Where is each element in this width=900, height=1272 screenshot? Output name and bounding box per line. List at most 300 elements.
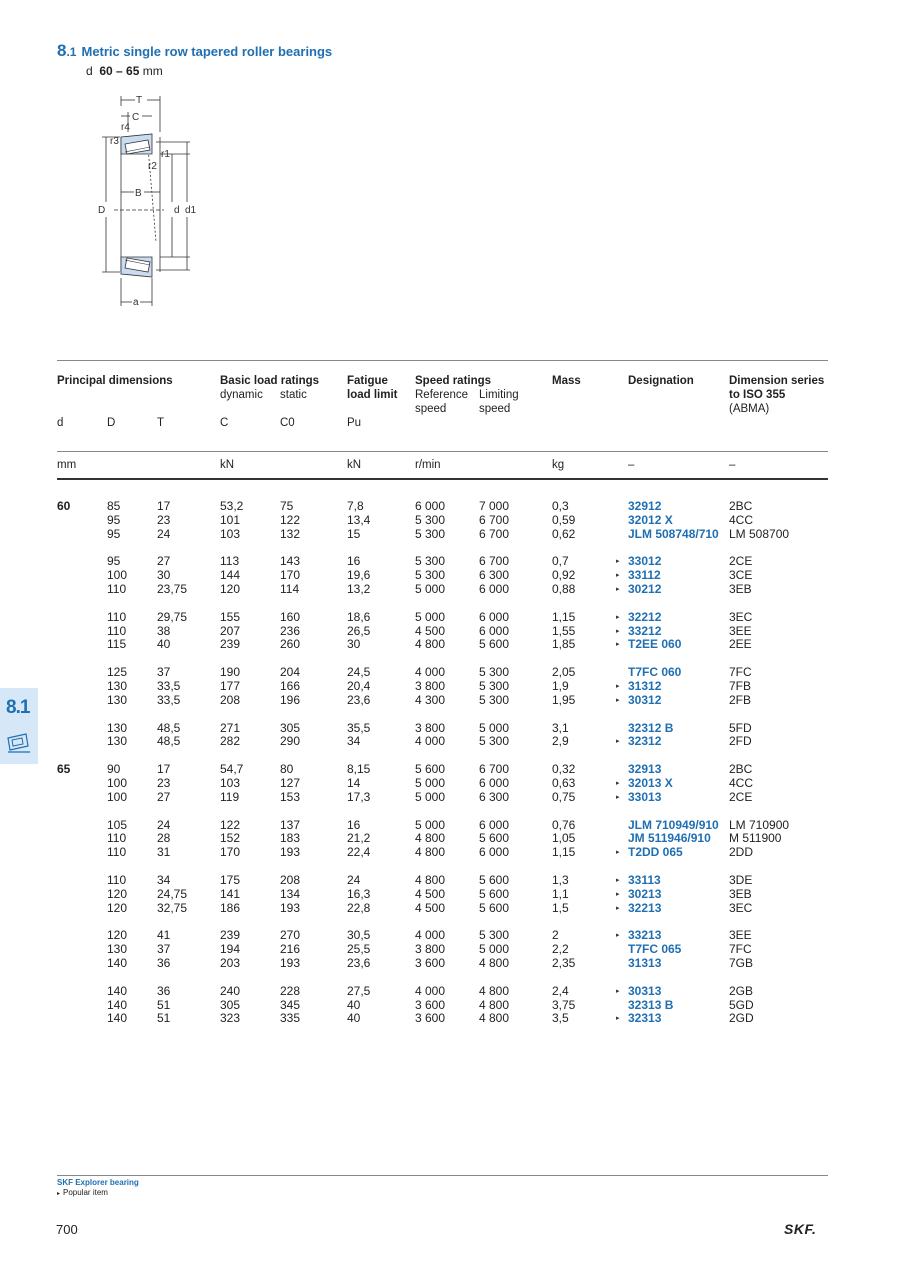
table-cell-ref: 5 300 (415, 554, 446, 569)
designation-link[interactable]: 33113 (628, 873, 661, 887)
designation-link[interactable]: 30213 (628, 886, 662, 901)
table-cell-lim: 4 800 (479, 983, 510, 998)
table-cell-series: 7FC (729, 665, 752, 680)
table-cell-series: 2GD (729, 1011, 754, 1026)
designation-link[interactable]: 33112 (628, 568, 661, 583)
table-cell-c0: 127 (280, 776, 301, 790)
table-cell-ref: 4 000 (415, 983, 446, 998)
table-cell-series: 3EE (729, 928, 752, 943)
table-cell-c0: 290 (280, 734, 301, 749)
table-cell-d: 130 (107, 720, 128, 735)
table-cell-mass: 1,95 (552, 692, 576, 707)
bearing-chapter-icon (6, 732, 32, 754)
designation-link[interactable]: 32012 X (628, 512, 673, 527)
table-cell-lim: 6 000 (479, 582, 510, 596)
table-cell-ref: 4 300 (415, 692, 446, 707)
units-top-rule (57, 451, 828, 452)
popular-item-icon: ▸ (616, 793, 620, 801)
table-cell-t: 17 (157, 762, 171, 777)
popular-item-icon: ▸ (616, 683, 620, 690)
header-mass: Mass (552, 375, 581, 387)
table-cell-lim: 6 000 (479, 609, 510, 624)
designation-link[interactable]: 32312 (628, 734, 662, 749)
header-speed-ratings: Speed ratings (415, 375, 492, 387)
popular-item-icon: ▸ (616, 780, 620, 787)
table-cell-t: 40 (157, 637, 171, 652)
table-cell-series: 3EB (729, 582, 752, 596)
table-cell-pu: 30 (347, 637, 361, 652)
table-cell-lim: 5 300 (479, 679, 510, 693)
table-cell-pu: 27,5 (347, 983, 371, 998)
table-cell-pu: 25,5 (347, 942, 371, 957)
table-cell-lim: 5 600 (479, 637, 510, 652)
table-cell-t: 27 (157, 554, 171, 569)
table-cell-d: 140 (107, 983, 128, 998)
designation-link[interactable]: 31312 (628, 679, 662, 693)
table-cell-c: 194 (220, 942, 241, 957)
table-cell-c: 208 (220, 692, 241, 707)
table-cell-c: 240 (220, 983, 241, 998)
table-cell-mass: 2,35 (552, 956, 576, 970)
table-cell-mass: 3,1 (552, 720, 569, 735)
table-cell-d: 95 (107, 554, 121, 569)
table-cell-ref: 5 300 (415, 526, 446, 541)
table-cell-c0: 153 (280, 789, 301, 804)
table-cell-series: 2CE (729, 789, 753, 804)
table-cell-lim: 6 700 (479, 554, 510, 569)
table-cell-t: 24 (157, 817, 171, 832)
table-cell-mass: 0,62 (552, 526, 576, 541)
table-cell-series: 3DE (729, 873, 753, 887)
table-cell-c0: 270 (280, 928, 301, 943)
table-cell-c0: 193 (280, 956, 301, 970)
table-cell-ref: 4 000 (415, 734, 446, 749)
table-cell-t: 24,75 (157, 886, 188, 901)
table-cell-series: 2EE (729, 637, 752, 652)
popular-item-icon: ▸ (616, 890, 620, 898)
table-cell-lim: 5 300 (479, 665, 510, 680)
table-cell-t: 27 (157, 789, 171, 804)
popular-item-icon: ▸ (616, 849, 620, 857)
footer-rule (57, 1175, 828, 1176)
unit-rpm: r/min (415, 459, 441, 471)
table-cell-lim: 7 000 (479, 499, 510, 513)
table-cell-pu: 14 (347, 776, 361, 790)
popular-item-icon: ▸ (616, 572, 620, 580)
unit-kN-ratings: kN (220, 459, 235, 471)
header-bottom-rule (57, 478, 828, 480)
table-cell-series: LM 508700 (729, 526, 790, 541)
designation-link[interactable]: JLM 508748/710 (628, 526, 719, 541)
footer-explorer-note: SKF Explorer bearing (57, 1178, 139, 1187)
table-cell-d: 110 (107, 582, 127, 596)
table-cell-pu: 34 (347, 734, 361, 749)
table-cell-pu: 13,2 (347, 582, 371, 596)
skf-logo: SKF. (784, 1221, 817, 1237)
table-cell-t: 38 (157, 623, 171, 638)
designation-link[interactable]: 31313 (628, 956, 662, 970)
table-cell-series: 2FD (729, 734, 752, 749)
table-cell-lim: 6 000 (479, 623, 510, 638)
table-cell-c0: 260 (280, 637, 301, 652)
table-cell-lim: 6 700 (479, 526, 510, 541)
table-cell-c: 101 (220, 512, 241, 527)
table-cell-series: 3EC (729, 609, 753, 624)
table-cell-ref: 4 800 (415, 831, 446, 846)
designation-link[interactable]: 32213 (628, 900, 662, 915)
table-cell-c0: 75 (280, 499, 294, 513)
chapter-side-tab-label: 8.1 (6, 697, 30, 718)
table-cell-mass: 1,15 (552, 609, 576, 624)
table-cell-pu: 24 (347, 873, 361, 887)
table-cell-mass: 1,3 (552, 873, 569, 887)
table-cell-ref: 4 000 (415, 928, 446, 943)
table-cell-c: 271 (220, 720, 241, 735)
table-cell-d: 120 (107, 886, 128, 901)
table-cell-t: 37 (157, 665, 171, 680)
table-cell-t: 33,5 (157, 692, 181, 707)
symbol-C: C (220, 417, 229, 429)
table-cell-mass: 0,7 (552, 554, 569, 569)
table-cell-ref: 4 500 (415, 623, 446, 638)
table-cell-mass: 1,9 (552, 679, 569, 693)
table-cell-ref: 4 800 (415, 845, 446, 860)
table-cell-lim: 5 600 (479, 886, 510, 901)
table-cell-c: 54,7 (220, 762, 244, 777)
popular-item-icon: ▸ (616, 558, 620, 566)
table-cell-d: 120 (107, 900, 128, 915)
unit-series-dash: – (729, 459, 736, 471)
table-cell-lim: 4 800 (479, 1011, 510, 1026)
table-cell-mass: 2,9 (552, 734, 569, 749)
table-cell-mass: 0,59 (552, 512, 576, 527)
table-cell-pu: 16 (347, 554, 361, 569)
table-cell-lim: 5 300 (479, 692, 510, 707)
table-cell-c: 152 (220, 831, 241, 846)
designation-link[interactable]: 30313 (628, 983, 662, 998)
designation-link[interactable]: 30312 (628, 692, 662, 707)
table-cell-series: 2CE (729, 554, 753, 569)
symbol-T: T (157, 417, 165, 429)
table-cell-pu: 30,5 (347, 928, 371, 943)
table-cell-lim: 6 000 (479, 817, 510, 832)
unit-mm: mm (57, 459, 77, 471)
table-cell-c0: 183 (280, 831, 301, 846)
table-cell-pu: 15 (347, 526, 361, 541)
table-cell-c0: 204 (280, 665, 301, 680)
table-cell-t: 30 (157, 568, 171, 583)
table-cell-ref: 5 600 (415, 762, 446, 777)
table-cell-d: 110 (107, 873, 127, 887)
popular-item-icon: ▸ (616, 932, 620, 940)
table-cell-series: LM 710900 (729, 817, 790, 832)
designation-link[interactable]: T7FC 065 (628, 942, 682, 957)
table-cell-series: M 511900 (729, 831, 782, 846)
table-cell-d: 130 (107, 692, 128, 707)
table-cell-lim: 6 000 (479, 776, 510, 790)
table-cell-pu: 7,8 (347, 499, 364, 513)
designation-link[interactable]: 30212 (628, 582, 662, 596)
table-cell-c: 155 (220, 609, 241, 624)
table-cell-t: 33,5 (157, 679, 181, 693)
popular-item-icon: ▸ (616, 641, 620, 649)
table-top-rule (57, 360, 828, 361)
designation-link[interactable]: T7FC 060 (628, 665, 682, 680)
table-cell-t: 23,75 (157, 582, 188, 596)
table-cell-series: 7GB (729, 956, 754, 970)
table-cell-c0: 228 (280, 983, 301, 998)
table-cell-ref: 3 800 (415, 679, 446, 693)
table-cell-c: 53,2 (220, 499, 244, 513)
popular-item-icon: ▸ (616, 877, 620, 884)
table-cell-lim: 6 700 (479, 762, 510, 777)
table-cell-d: 100 (107, 789, 128, 804)
table-cell-pu: 22,8 (347, 900, 371, 915)
popular-item-icon: ▸ (616, 904, 620, 912)
table-cell-pu: 23,6 (347, 692, 371, 707)
table-cell-t: 48,5 (157, 734, 181, 749)
table-cell-d: 110 (107, 623, 127, 638)
table-cell-ref: 3 600 (415, 997, 446, 1012)
table-cell-mass: 1,15 (552, 845, 576, 860)
table-cell-c0: 114 (280, 582, 300, 596)
table-cell-pu: 16,3 (347, 886, 371, 901)
table-cell-c0: 134 (280, 886, 301, 901)
table-cell-c: 305 (220, 997, 241, 1012)
designation-link[interactable]: 32913 (628, 762, 662, 777)
bore-diameter-value: 60 (57, 499, 71, 513)
popular-item-icon: ▸ (616, 987, 620, 995)
table-cell-c0: 166 (280, 679, 301, 693)
header-principal-dimensions: Principal dimensions (57, 375, 173, 387)
table-cell-ref: 4 500 (415, 900, 446, 915)
table-cell-t: 31 (157, 845, 171, 860)
designation-link[interactable]: 32912 (628, 499, 662, 513)
header-abma: (ABMA) (729, 403, 770, 415)
table-cell-ref: 4 800 (415, 873, 446, 887)
table-cell-d: 140 (107, 997, 128, 1012)
table-cell-pu: 40 (347, 1011, 361, 1026)
table-cell-ref: 5 000 (415, 582, 446, 596)
page-number: 700 (56, 1222, 78, 1237)
table-cell-t: 17 (157, 499, 171, 513)
table-cell-c0: 132 (280, 526, 301, 541)
table-cell-mass: 1,1 (552, 886, 569, 901)
header-dynamic: dynamic (220, 389, 263, 401)
popular-item-icon: ▸ (616, 1015, 620, 1023)
table-cell-mass: 0,75 (552, 789, 576, 804)
table-cell-d: 130 (107, 679, 128, 693)
unit-kg: kg (552, 459, 565, 471)
table-cell-t: 51 (157, 997, 171, 1012)
table-cell-lim: 5 600 (479, 831, 510, 846)
table-cell-lim: 4 800 (479, 956, 510, 970)
designation-link[interactable]: 33212 (628, 623, 662, 638)
designation-link[interactable]: 33213 (628, 928, 662, 943)
popular-item-icon: ▸ (616, 696, 620, 704)
table-cell-t: 28 (157, 831, 171, 846)
table-cell-c0: 137 (280, 817, 301, 832)
table-cell-lim: 5 000 (479, 942, 510, 957)
popular-item-icon: ▸ (616, 586, 620, 593)
table-cell-pu: 16 (347, 817, 361, 832)
table-cell-series: 4CC (729, 776, 754, 790)
header-iso-355: to ISO 355 (729, 389, 786, 401)
table-cell-c0: 196 (280, 692, 301, 707)
table-cell-c: 207 (220, 623, 241, 638)
drawing-label-r1: r1 (161, 149, 170, 160)
table-cell-series: 2BC (729, 762, 753, 777)
table-cell-ref: 3 800 (415, 942, 446, 957)
table-cell-ref: 5 000 (415, 776, 446, 790)
table-cell-t: 32,75 (157, 900, 188, 915)
designation-link[interactable]: 33012 (628, 554, 662, 569)
header-static: static (280, 389, 307, 401)
section-number: 8.1 (57, 41, 77, 60)
designation-link[interactable]: 32313 (628, 1011, 662, 1026)
table-cell-ref: 6 000 (415, 499, 446, 513)
designation-link[interactable]: 32013 X (628, 776, 673, 790)
drawing-label-a: a (133, 297, 139, 308)
header-basic-load-ratings: Basic load ratings (220, 375, 320, 387)
table-cell-t: 23 (157, 512, 171, 527)
table-cell-mass: 0,88 (552, 582, 576, 596)
section-subtitle: d 60 – 65 mm (86, 64, 163, 78)
table-cell-lim: 5 300 (479, 928, 510, 943)
section-title-text: Metric single row tapered roller bearings (81, 44, 333, 59)
table-cell-pu: 24,5 (347, 665, 371, 680)
table-cell-ref: 4 000 (415, 665, 446, 680)
drawing-label-d1: d1 (185, 205, 197, 216)
table-cell-series: 2GB (729, 983, 754, 998)
drawing-label-d: d (174, 205, 180, 216)
table-cell-pu: 19,6 (347, 568, 371, 583)
table-cell-c: 282 (220, 734, 241, 749)
table-cell-d: 130 (107, 942, 128, 957)
popular-item-icon: ▸ (616, 627, 620, 635)
table-cell-mass: 0,76 (552, 817, 576, 832)
drawing-label-r3: r3 (110, 136, 119, 147)
table-cell-c0: 170 (280, 568, 301, 583)
table-cell-t: 41 (157, 928, 171, 943)
table-cell-c: 113 (220, 554, 240, 569)
header-designation: Designation (628, 375, 694, 387)
chapter-side-tab[interactable] (0, 688, 38, 764)
table-cell-c: 144 (220, 568, 241, 583)
table-cell-series: 2BC (729, 499, 753, 513)
drawing-label-B: B (135, 188, 142, 199)
table-cell-d: 115 (107, 637, 127, 652)
table-cell-mass: 0,92 (552, 568, 576, 583)
table-cell-mass: 3,5 (552, 1011, 569, 1026)
table-cell-d: 125 (107, 665, 128, 680)
designation-link[interactable]: JM 511946/910 (628, 831, 711, 846)
table-cell-c0: 216 (280, 942, 301, 957)
table-cell-series: 5GD (729, 997, 754, 1012)
table-cell-mass: 1,5 (552, 900, 569, 915)
table-cell-c0: 193 (280, 845, 301, 860)
table-cell-d: 95 (107, 512, 121, 527)
symbol-D: D (107, 417, 116, 429)
designation-link[interactable]: 33013 (628, 789, 662, 804)
table-cell-ref: 5 000 (415, 817, 446, 832)
table-cell-mass: 2,05 (552, 665, 576, 680)
table-cell-mass: 2,2 (552, 942, 569, 957)
table-cell-mass: 1,05 (552, 831, 576, 846)
table-cell-pu: 26,5 (347, 623, 371, 638)
table-cell-mass: 0,63 (552, 776, 576, 790)
table-cell-pu: 20,4 (347, 679, 371, 693)
table-cell-c0: 80 (280, 762, 294, 777)
header-dimension-series: Dimension series (729, 375, 825, 387)
table-cell-d: 110 (107, 845, 127, 860)
table-cell-c: 323 (220, 1011, 241, 1026)
table-cell-ref: 5 300 (415, 512, 446, 527)
table-cell-d: 95 (107, 526, 121, 541)
table-cell-t: 24 (157, 526, 171, 541)
table-cell-c0: 236 (280, 623, 301, 638)
designation-link[interactable]: T2DD 065 (628, 845, 683, 860)
table-cell-c: 120 (220, 582, 241, 596)
table-cell-mass: 2 (552, 928, 559, 943)
table-cell-c: 141 (220, 886, 241, 901)
unit-designation-dash: – (628, 459, 635, 471)
designation-link[interactable]: 32312 B (628, 720, 674, 735)
table-cell-lim: 5 600 (479, 873, 510, 887)
table-cell-mass: 0,3 (552, 499, 569, 513)
table-cell-t: 29,75 (157, 609, 188, 624)
header-limiting-speed: speed (479, 403, 511, 415)
symbol-d: d (57, 417, 64, 429)
table-cell-pu: 13,4 (347, 512, 371, 527)
table-cell-pu: 21,2 (347, 831, 371, 846)
table-cell-c0: 345 (280, 997, 301, 1012)
table-cell-mass: 2,4 (552, 983, 569, 998)
table-cell-series: 3EE (729, 623, 752, 638)
table-cell-mass: 3,75 (552, 997, 576, 1012)
table-cell-d: 130 (107, 734, 128, 749)
table-cell-c: 203 (220, 956, 241, 970)
designation-link[interactable]: T2EE 060 (628, 637, 682, 652)
table-cell-d: 90 (107, 762, 121, 777)
designation-link[interactable]: JLM 710949/910 (628, 817, 719, 832)
designation-link[interactable]: 32212 (628, 609, 662, 624)
table-cell-c: 190 (220, 665, 241, 680)
table-cell-ref: 5 000 (415, 789, 446, 804)
table-cell-ref: 5 000 (415, 609, 446, 624)
table-cell-ref: 3 600 (415, 1011, 446, 1026)
header-reference-speed: speed (415, 403, 447, 415)
table-cell-series: 7FB (729, 679, 752, 693)
popular-item-marker-icon: ▸ (57, 1191, 61, 1197)
table-cell-c: 119 (220, 789, 240, 804)
drawing-label-T: T (136, 95, 143, 106)
designation-link[interactable]: 32313 B (628, 997, 674, 1012)
table-cell-series: 3EB (729, 886, 752, 901)
table-cell-c0: 160 (280, 609, 301, 624)
table-cell-c: 239 (220, 637, 241, 652)
table-cell-lim: 6 000 (479, 845, 510, 860)
table-cell-d: 140 (107, 956, 128, 970)
table-cell-mass: 1,55 (552, 623, 576, 638)
table-cell-t: 51 (157, 1011, 171, 1026)
table-cell-c: 170 (220, 845, 241, 860)
drawing-label-r4: r4 (121, 122, 130, 133)
table-cell-d: 105 (107, 817, 128, 832)
table-cell-c0: 335 (280, 1011, 301, 1026)
table-cell-ref: 5 300 (415, 568, 446, 583)
table-cell-lim: 6 700 (479, 512, 510, 527)
